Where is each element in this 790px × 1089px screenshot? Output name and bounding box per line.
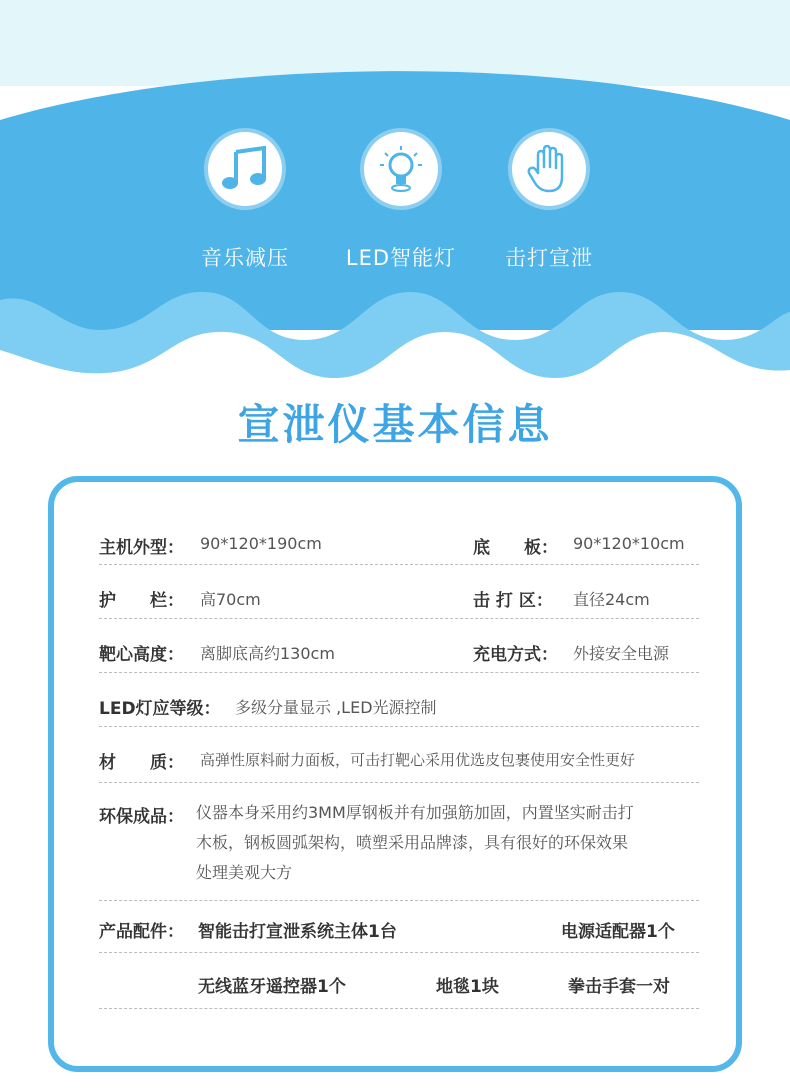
feature-icon-circle	[208, 132, 282, 206]
hit-zone-label: 击 打 区：	[473, 591, 553, 611]
spec-row	[99, 672, 699, 727]
feature-label: 音乐减压	[201, 246, 289, 270]
base-label: 底 板：	[473, 538, 558, 558]
main-size-value: 90*120*190cm	[200, 534, 322, 553]
material-value: 高弹性原料耐力面板，可击打靶心采用优选皮包裹使用安全性更好	[200, 751, 636, 769]
feature-label: 击打宣泄	[505, 246, 593, 270]
spec-row	[99, 726, 699, 783]
feature-label: LED智能灯	[345, 246, 457, 270]
rail-value: 高70cm	[200, 590, 261, 609]
accessory-carpet: 地毯1块	[436, 977, 499, 997]
material-label: 材 质：	[99, 753, 184, 773]
eco-value	[196, 798, 706, 888]
feature-icon-circle	[512, 132, 586, 206]
led-label: LED灯应等级：	[99, 699, 221, 719]
eco-line-3: 处理美观大方	[196, 863, 293, 882]
spec-row	[99, 782, 699, 901]
rail-label: 护 栏：	[99, 591, 184, 611]
accessory-gloves: 拳击手套一对	[568, 977, 670, 997]
spec-row	[99, 564, 699, 619]
target-height-label: 靶心高度：	[99, 645, 184, 665]
accessory-main-unit: 智能击打宣泄系统主体1台	[198, 922, 397, 942]
accessory-power-adapter: 电源适配器1个	[561, 922, 675, 942]
spec-row	[99, 900, 699, 953]
music-note-icon	[220, 144, 270, 194]
accessories-label: 产品配件：	[99, 922, 184, 942]
main-size-label: 主机外型：	[99, 538, 184, 558]
spec-row	[99, 618, 699, 673]
eco-line-1: 仪器本身采用约3MM厚钢板并有加强筋加固，内置坚实耐击打	[196, 803, 634, 822]
feature-music	[170, 132, 320, 272]
target-height-value: 离脚底高约130cm	[200, 644, 335, 663]
info-card	[48, 476, 742, 1072]
eco-line-2: 木板，钢板圆弧架构，喷塑采用品牌漆，具有很好的环保效果	[196, 833, 629, 852]
light-bulb-icon	[375, 143, 427, 195]
section-title: 宣泄仪基本信息	[237, 400, 553, 449]
accessory-remote: 无线蓝牙遥控器1个	[198, 977, 346, 997]
feature-led	[326, 132, 476, 272]
feature-icon-circle	[364, 132, 438, 206]
hit-zone-value: 直径24cm	[573, 590, 650, 609]
base-value: 90*120*10cm	[573, 534, 685, 553]
hand-icon	[526, 143, 572, 195]
charging-label: 充电方式：	[473, 645, 558, 665]
eco-label: 环保成品：	[99, 807, 184, 827]
spec-row	[99, 952, 699, 1009]
charging-value: 外接安全电源	[573, 644, 670, 663]
feature-hit	[474, 132, 624, 272]
spec-row	[99, 510, 699, 565]
led-value: 多级分量显示 ,LED光源控制	[235, 698, 437, 717]
